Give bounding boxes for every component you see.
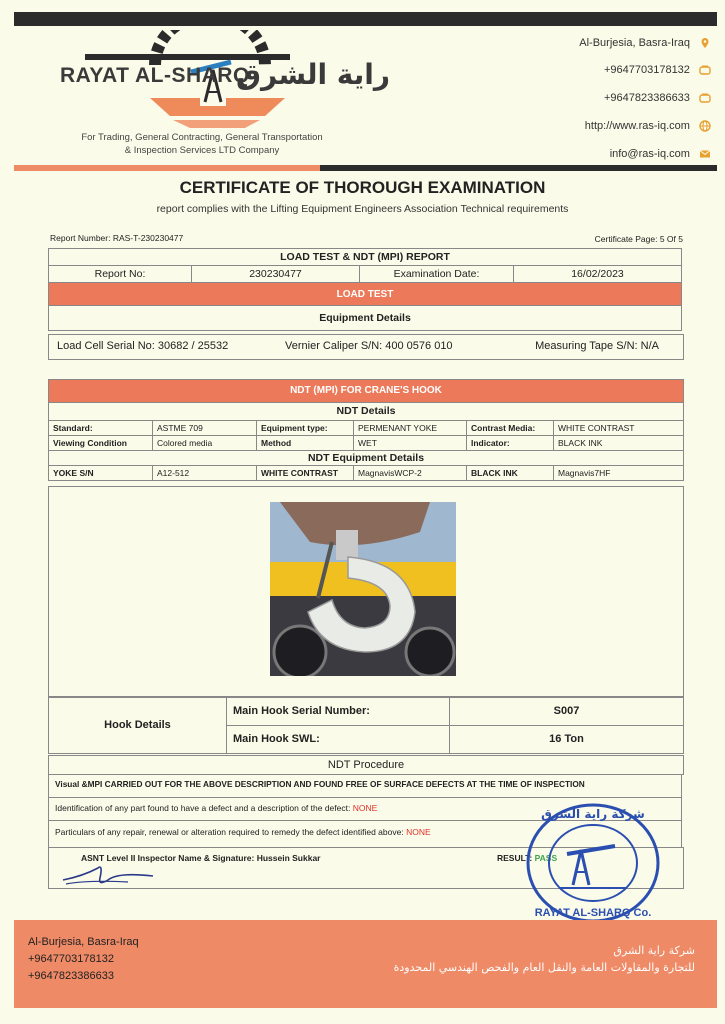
contact-address (471, 37, 711, 49)
footer-company-ar (394, 942, 695, 976)
footer-address: Al-Burjesia, Basra-Iraq (28, 936, 139, 948)
certificate-title: CERTIFICATE OF THOROUGH EXAMINATION (179, 178, 546, 197)
repair-value: NONE (406, 827, 431, 837)
ndt-details-label: NDT Details (48, 402, 684, 421)
contrast-media-label: Contrast Media: (467, 421, 554, 436)
tagline (58, 131, 346, 157)
top-bar (14, 12, 717, 26)
footer-contact (28, 934, 139, 985)
ndt-procedure-heading: NDT Procedure (48, 755, 684, 775)
black-ink-value: Magnavis7HF (554, 466, 684, 481)
phone-2-text: +9647823386633 (603, 92, 690, 104)
tagline-line-2: & Inspection Services LTD Company (124, 145, 280, 156)
footer-tagline-ar: للتجارة والمقاولات العامة والنقل العام والفحص الهندسي المحدودة (393, 961, 695, 974)
exam-date-label: Examination Date: (360, 266, 514, 283)
stamp-text-ar: شركة راية الشرق (541, 807, 645, 821)
contact-website[interactable] (471, 120, 711, 132)
ndt-heading: NDT (MPI) FOR CRANE'S HOOK (48, 379, 684, 403)
report-number: Report Number: RAS-T-230230477 (50, 233, 184, 243)
inspector-line: ASNT Level II Inspector Name & Signature: Hussein Sukkar (81, 853, 321, 863)
exam-date-value: 16/02/2023 (514, 266, 682, 283)
email-link[interactable]: info@ras-iq.com (609, 148, 690, 160)
defect-label: Identification of any part found to have a defect and a description of the defect: (55, 803, 353, 813)
header-divider-orange (14, 165, 320, 171)
defect-value: NONE (352, 803, 378, 813)
load-test-band: LOAD TEST (49, 283, 682, 306)
phone-icon (699, 64, 711, 76)
location-pin-icon (699, 37, 711, 49)
equipment-type-value: PERMENANT YOKE (354, 421, 467, 436)
measuring-tape: Measuring Tape S/N: N/A (535, 340, 659, 352)
viewing-value: Colored media (153, 436, 257, 451)
method-label: Method (257, 436, 354, 451)
white-contrast-value: MagnavisWCP-2 (354, 466, 467, 481)
report-no-label: Report No: (49, 266, 192, 283)
yoke-label: YOKE S/N (49, 466, 153, 481)
hook-details-table (48, 696, 684, 754)
result-label: RESULT: (497, 853, 535, 863)
indicator-label: Indicator: (467, 436, 554, 451)
equipment-type-label: Equipment type: (257, 421, 354, 436)
white-contrast-label: WHITE CONTRAST (257, 466, 354, 481)
ndt-equipment-details-label: NDT Equipment Details (49, 451, 684, 466)
header-divider-dark (320, 165, 717, 171)
repair-label: Particulars of any repair, renewal or alteration required to remedy the defect identified above: (55, 827, 407, 837)
report-heading: LOAD TEST & NDT (MPI) REPORT (49, 249, 682, 266)
contrast-media-value: WHITE CONTRAST (554, 421, 684, 436)
certificate-page: Certificate Page: 5 Of 5 (594, 234, 683, 244)
equipment-row (48, 334, 684, 360)
contact-email[interactable] (471, 148, 711, 160)
hook-serial-value: S007 (450, 697, 684, 726)
report-no-value: 230230477 (192, 266, 360, 283)
procedure-line-1: Visual &MPI CARRIED OUT FOR THE ABOVE DESCRIPTION AND FOUND FREE OF SURFACE DEFECTS AT THE TIME OF INSPECTION (48, 774, 682, 798)
standard-label: Standard: (49, 421, 153, 436)
ndt-details-table (48, 420, 684, 481)
standard-value: ASTME 709 (153, 421, 257, 436)
indicator-value: BLACK INK (554, 436, 684, 451)
phone-1-text: +9647703178132 (603, 64, 690, 76)
website-link[interactable]: http://www.ras-iq.com (584, 120, 690, 132)
tagline-line-1: For Trading, General Contracting, General Transportation (81, 132, 323, 143)
hook-swl-value: 16 Ton (450, 725, 684, 754)
method-value: WET (354, 436, 467, 451)
vernier-caliper: Vernier Caliper S/N: 400 0576 010 (285, 340, 453, 352)
hook-serial-label: Main Hook Serial Number: (227, 697, 450, 726)
equipment-details-label: Equipment Details (49, 306, 682, 331)
company-stamp (523, 800, 663, 926)
load-cell: Load Cell Serial No: 30682 / 25532 (57, 340, 229, 352)
stamp-text-en: RAYAT AL-SHARQ Co. (534, 907, 652, 919)
brand-name-en: RAYAT AL-SHARQ (60, 64, 250, 87)
footer-phone-2: +9647823386633 (28, 970, 114, 982)
black-ink-label: BLACK INK (467, 466, 554, 481)
yoke-value: A12-512 (153, 466, 257, 481)
address-text: Al-Burjesia, Basra-Iraq (579, 37, 690, 49)
result-value: PASS (534, 853, 558, 863)
crane-hook-photo (270, 502, 456, 676)
contact-phone-2 (471, 92, 711, 104)
viewing-label: Viewing Condition (49, 436, 153, 451)
globe-icon (699, 120, 711, 132)
inspector-signature (58, 858, 158, 890)
footer-company-name-ar: شركة راية الشرق (613, 944, 695, 957)
contact-phone-1 (471, 64, 711, 76)
load-test-table (48, 248, 682, 331)
phone-icon (699, 92, 711, 104)
brand-name-ar: راية الشرق (236, 58, 391, 91)
hook-swl-label: Main Hook SWL: (227, 725, 450, 754)
hook-details-label: Hook Details (49, 697, 227, 754)
footer-phone-1: +9647703178132 (28, 953, 114, 965)
certificate-subtitle: report complies with the Lifting Equipment Engineers Association Technical requirements (156, 203, 569, 215)
envelope-icon (699, 148, 711, 160)
